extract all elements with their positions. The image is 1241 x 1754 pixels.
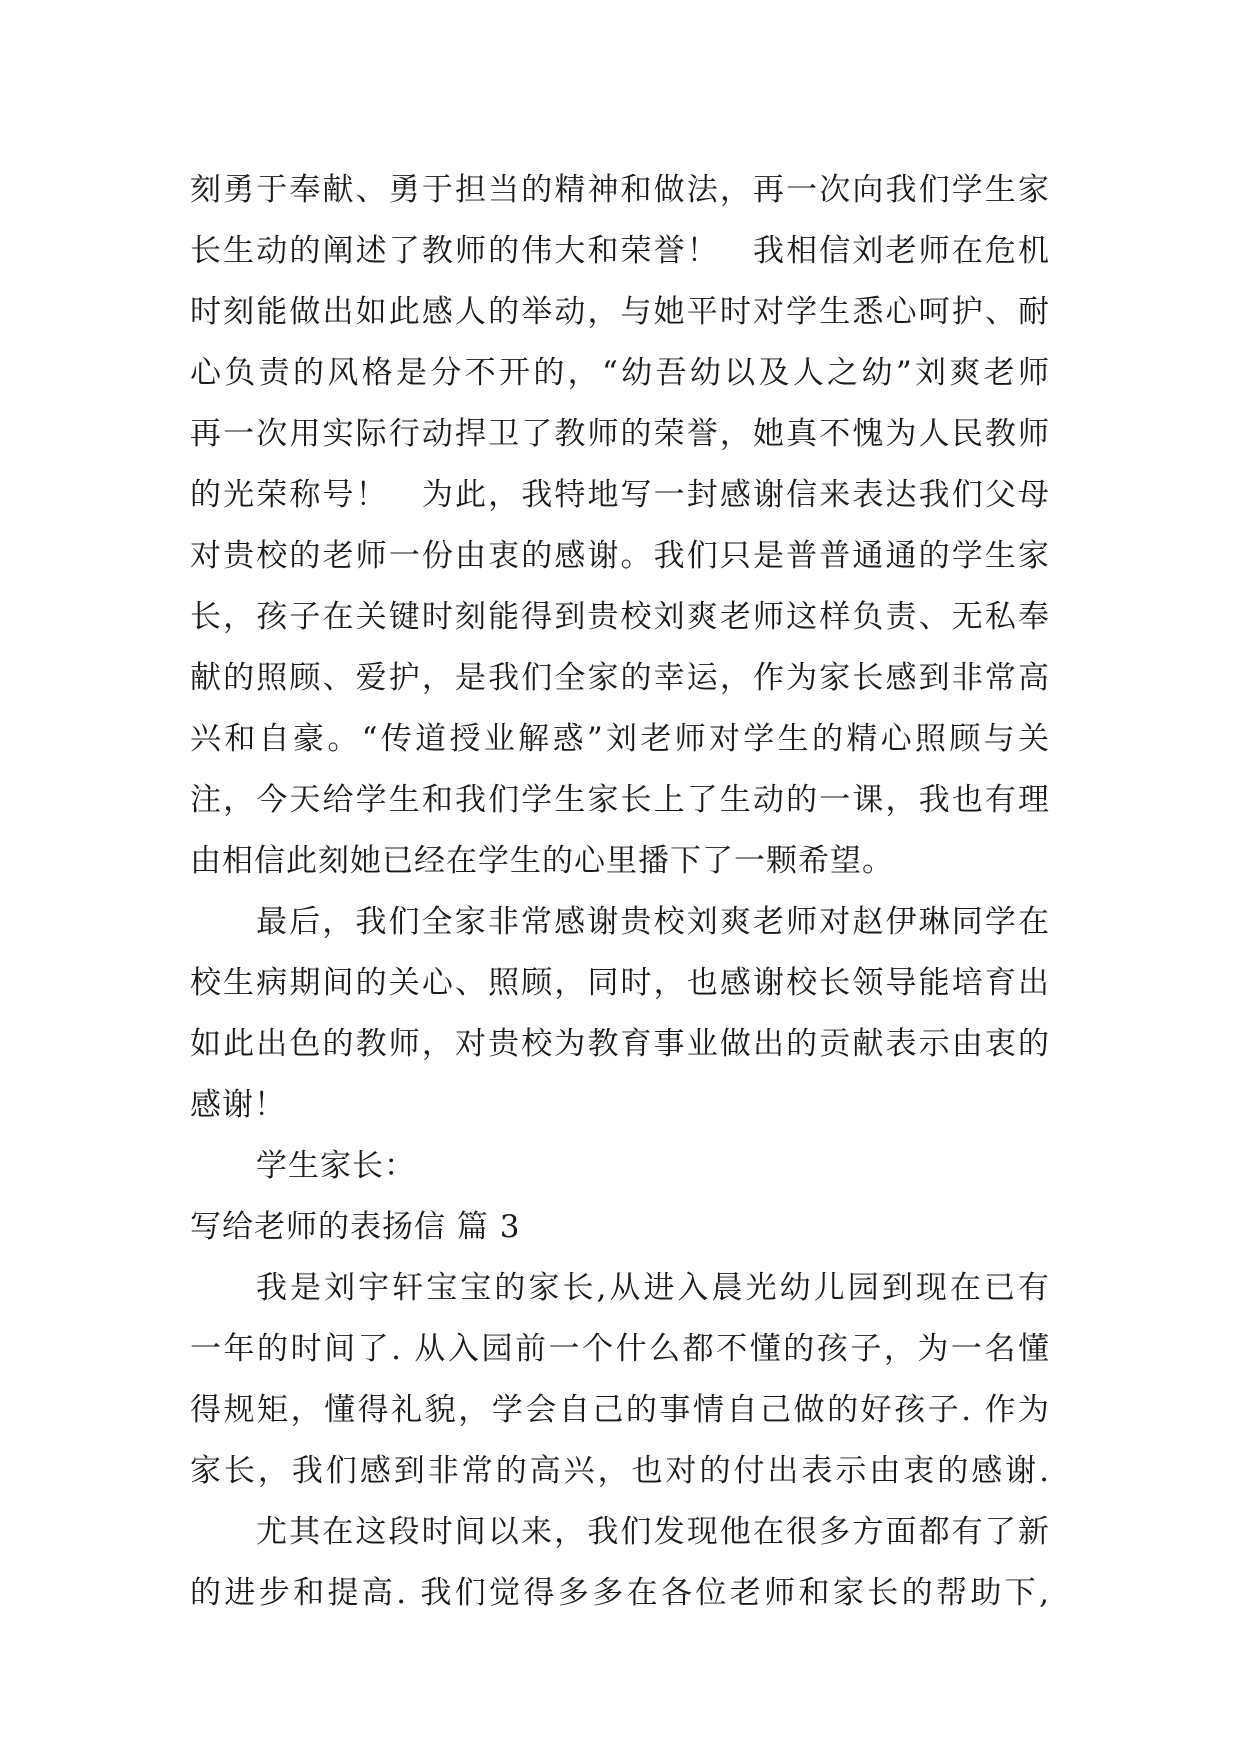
- paragraph-line: 时刻能做出如此感人的举动，与她平时对学生悉心呵护、耐: [190, 294, 1050, 330]
- paragraph-line: 我是刘宇轩宝宝的家长,从进入晨光幼儿园到现在已有: [256, 1270, 1050, 1306]
- signature-line: 学生家长：: [256, 1148, 416, 1184]
- paragraph-line: 尤其在这段时间以来，我们发现他在很多方面都有了新: [256, 1514, 1050, 1550]
- paragraph-line: 刻勇于奉献、勇于担当的精神和做法，再一次向我们学生家: [190, 172, 1050, 208]
- paragraph-line: 对贵校的老师一份由衷的感谢。我们只是普普通通的学生家: [190, 538, 1050, 574]
- paragraph-line: 注，今天给学生和我们学生家长上了生动的一课，我也有理: [190, 782, 1050, 818]
- section-heading: 写给老师的表扬信 篇 3: [190, 1209, 521, 1245]
- paragraph-line: 一年的时间了. 从入园前一个什么都不懂的孩子，为一名懂: [190, 1331, 1050, 1367]
- paragraph-line: 最后，我们全家非常感谢贵校刘爽老师对赵伊琳同学在: [256, 904, 1050, 940]
- paragraph-line: 得规矩，懂得礼貌，学会自己的事情自己做的好孩子. 作为: [190, 1392, 1050, 1428]
- paragraph-line: 的光荣称号！ 为此，我特地写一封感谢信来表达我们父母: [190, 477, 1050, 513]
- paragraph-line: 长，孩子在关键时刻能得到贵校刘爽老师这样负责、无私奉: [190, 599, 1050, 635]
- document-body: [190, 160, 1050, 1624]
- paragraph-line: 校生病期间的关心、照顾，同时，也感谢校长领导能培育出: [190, 965, 1050, 1001]
- paragraph-line: 心负责的风格是分不开的，“幼吾幼以及人之幼”刘爽老师: [190, 355, 1050, 391]
- paragraph-line: 如此出色的教师，对贵校为教育事业做出的贡献表示由衷的: [190, 1026, 1050, 1062]
- paragraph-line: 感谢！: [190, 1087, 286, 1123]
- paragraph-line: 献的照顾、爱护，是我们全家的幸运，作为家长感到非常高: [190, 660, 1050, 696]
- paragraph-line: 兴和自豪。“传道授业解惑”刘老师对学生的精心照顾与关: [190, 721, 1050, 757]
- paragraph-line: 再一次用实际行动捍卫了教师的荣誉，她真不愧为人民教师: [190, 416, 1050, 452]
- paragraph-line: 长生动的阐述了教师的伟大和荣誉！ 我相信刘老师在危机: [190, 233, 1050, 269]
- paragraph-line: 由相信此刻她已经在学生的心里播下了一颗希望。: [190, 843, 894, 879]
- paragraph-line: 家长，我们感到非常的高兴，也对的付出表示由衷的感谢.: [190, 1453, 1050, 1489]
- paragraph-line: 的进步和提高. 我们觉得多多在各位老师和家长的帮助下,: [190, 1575, 1050, 1611]
